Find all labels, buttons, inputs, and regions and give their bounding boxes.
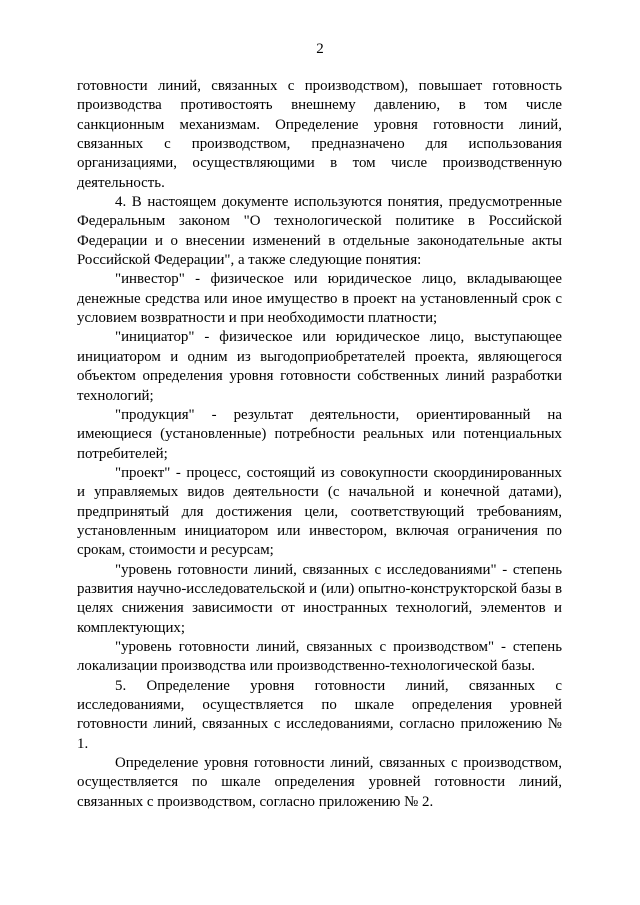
- paragraph: 4. В настоящем документе используются понятия, предусмотренные Федеральным законом "О технологической политике в Российской Федерации и о внесении изменений в отдельные законодательные акты Российской Федерации", а также следующие понятия:: [77, 194, 562, 269]
- definition-product: "продукция" - результат деятельности, ориентированный на имеющиеся (установленные) потребности реальных или потенциальных потребителей;: [77, 406, 562, 462]
- definition-project: "проект" - процесс, состоящий из совокупности скоординированных и управляемых видов деятельности (с начальной и конечной датами), предпринятый для достижения цели, соответствующий требованиям, установленным инициатором или инвестором, включая ограничения по срокам, стоимости и ресурсам;: [77, 464, 562, 559]
- paragraph: Определение уровня готовности линий, связанных с производством, осуществляется по шкале определения уровней готовности линий, связанных с производством, согласно приложению № 2.: [77, 755, 562, 810]
- definition-initiator: "инициатор" - физическое или юридическое лицо, выступающее инициатором и одним из выгодоприобретателей проекта, являющегося объектом определения уровня готовности собственных линий разработки технологий;: [77, 329, 562, 404]
- page-number: 2: [316, 41, 324, 57]
- definition-production-readiness: "уровень готовности линий, связанных с производством" - степень локализации производства или производственно-технологической базы.: [77, 638, 562, 675]
- document-body: [77, 77, 562, 812]
- paragraph: 5. Определение уровня готовности линий, связанных с исследованиями, осуществляется по шкале определения уровней готовности линий, связанных с исследованиями, согласно приложению № 1.: [77, 677, 562, 752]
- definition-research-readiness: "уровень готовности линий, связанных с исследованиями" - степень развития научно-исследовательской и (или) опытно-конструкторской базы в целях снижения зависимости от иностранных технологий, элементов и комплектующих;: [77, 561, 562, 636]
- definition-investor: "инвестор" - физическое или юридическое лицо, вкладывающее денежные средства или иное имущество в проект на установленный срок с условием возвратности и при необходимости платности;: [77, 271, 562, 327]
- paragraph: готовности линий, связанных с производством), повышает готовность производства противостоять внешнему давлению, в том числе санкционным механизмам. Определение уровня готовности линий, связанных с производством, предназначено для использования организациями, осуществляющими в том числе производственную деятельность.: [77, 78, 562, 191]
